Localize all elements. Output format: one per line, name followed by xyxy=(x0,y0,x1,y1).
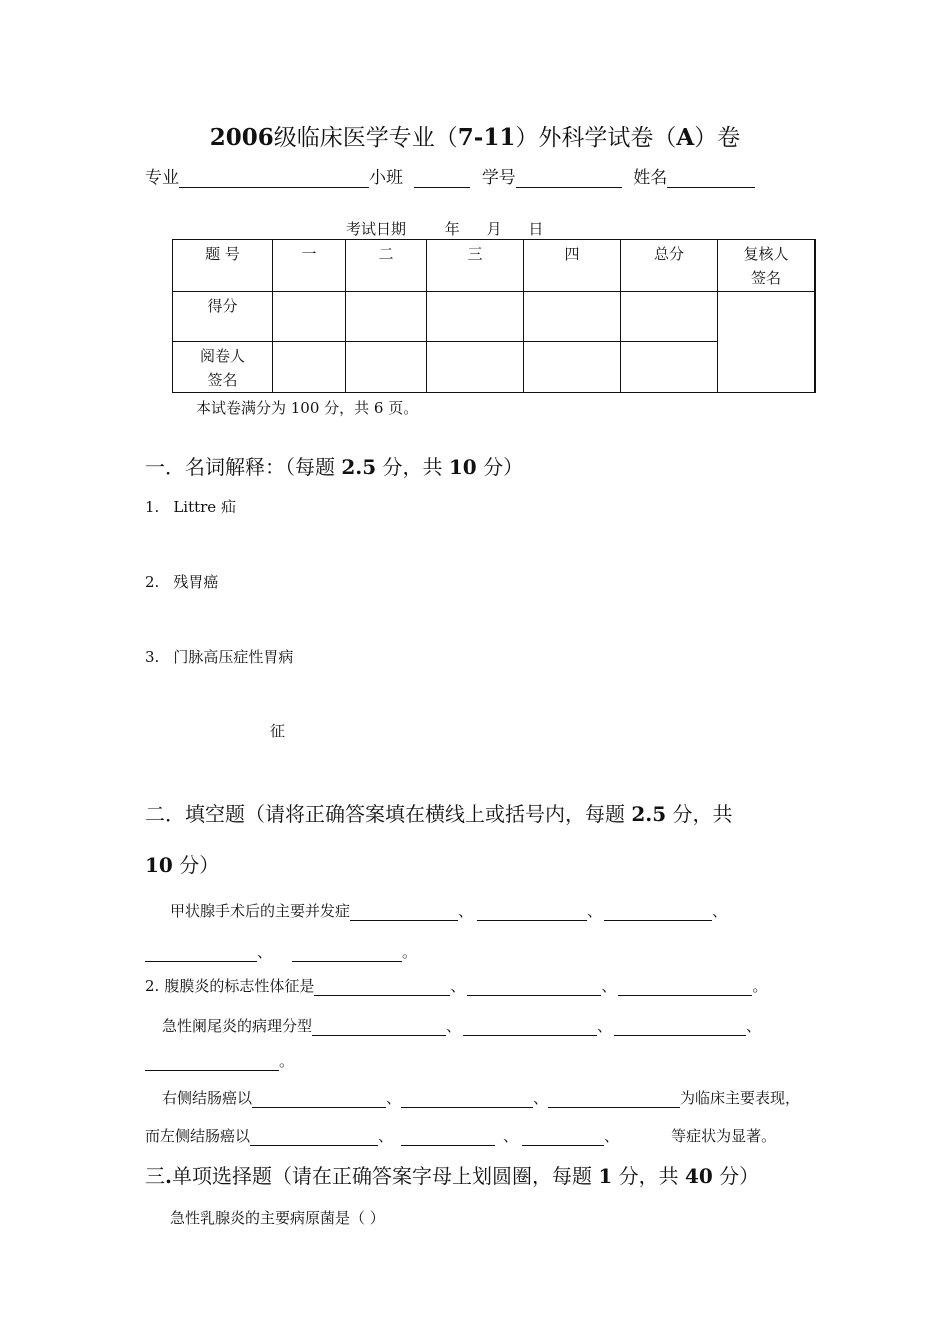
q4-blank-6[interactable] xyxy=(522,1125,604,1146)
q2-blank-3[interactable] xyxy=(618,975,752,996)
major-label: 专业 xyxy=(145,168,179,188)
section1-item-3: 3. 门脉高压症性胃病 xyxy=(145,648,294,666)
q1-blank-2[interactable] xyxy=(477,900,587,921)
header-total: 总分 xyxy=(621,240,718,292)
q4-blank-5[interactable] xyxy=(401,1125,495,1146)
q4-blank-2[interactable] xyxy=(401,1087,533,1108)
header-question-number: 题 号 xyxy=(173,240,273,292)
header-fields xyxy=(145,163,755,188)
exam-title: 2006级临床医学专业（7-11）外科学试卷（A）卷 xyxy=(209,124,741,151)
class-blank[interactable] xyxy=(414,167,470,188)
header-part-2: 二 xyxy=(346,240,427,292)
exam-date: 考试日期 年 月 日 xyxy=(346,220,544,238)
header-part-1: 一 xyxy=(273,240,346,292)
section2-q4-line2: 而左侧结肠癌以 、 、 、 等症状为显著。 xyxy=(145,1127,777,1145)
q2-blank-1[interactable] xyxy=(314,975,450,996)
name-label: 姓名 xyxy=(633,168,668,188)
q4-blank-3[interactable] xyxy=(548,1087,680,1108)
section2-q2: 2. 腹膜炎的标志性体征是 、 、 。 xyxy=(145,977,768,995)
score-cell-2[interactable] xyxy=(346,292,427,342)
class-label: 小班 xyxy=(369,168,403,188)
section2-q1-line2: 、 。 xyxy=(145,941,417,962)
score-table xyxy=(172,239,816,393)
section1-continuation: 征 xyxy=(270,722,286,740)
section3-title: 三.单项选择题（请在正确答案字母上划圆圈，每题 1 分，共 40 分） xyxy=(145,1164,760,1188)
reviewer-signature-cell[interactable] xyxy=(718,292,816,393)
major-blank[interactable] xyxy=(179,167,369,188)
section3-q1: 急性乳腺炎的主要病原菌是（ ） xyxy=(170,1209,385,1227)
grader-row-label: 阅卷人 签名 xyxy=(173,342,273,393)
grader-cell-1[interactable] xyxy=(273,342,346,393)
q3-blank-1[interactable] xyxy=(312,1015,446,1036)
grader-cell-4[interactable] xyxy=(524,342,621,393)
section1-item-1: 1. Littre 疝 xyxy=(145,498,236,516)
header-part-4: 四 xyxy=(524,240,621,292)
section2-title: 二．填空题（请将正确答案填在横线上或括号内，每题 2.5 分，共 xyxy=(145,802,733,826)
score-note: 本试卷满分为 100 分，共 6 页。 xyxy=(196,399,419,417)
section1-item-2: 2. 残胃癌 xyxy=(145,573,219,591)
grader-cell-2[interactable] xyxy=(346,342,427,393)
q3-blank-4[interactable] xyxy=(145,1050,279,1071)
score-cell-4[interactable] xyxy=(524,292,621,342)
section2-q4: 右侧结肠癌以 、 、 为临床主要表现， xyxy=(162,1089,801,1107)
section2-q1: 甲状腺手术后的主要并发症 、 、 、 xyxy=(170,902,728,920)
grader-cell-3[interactable] xyxy=(427,342,524,393)
q4-blank-1[interactable] xyxy=(252,1087,386,1108)
section2-q3-line2: 。 xyxy=(145,1050,294,1071)
q3-blank-3[interactable] xyxy=(614,1015,746,1036)
score-row-label: 得分 xyxy=(173,292,273,342)
q2-blank-2[interactable] xyxy=(467,975,601,996)
q1-blank-1[interactable] xyxy=(350,900,458,921)
q1-blank-3[interactable] xyxy=(604,900,712,921)
student-id-label: 学号 xyxy=(481,168,516,188)
section1-title: 一．名词解释：（每题 2.5 分，共 10 分） xyxy=(145,455,524,479)
q1-blank-5[interactable] xyxy=(292,941,402,962)
score-cell-3[interactable] xyxy=(427,292,524,342)
section2-q3: 急性阑尾炎的病理分型 、 、 、 xyxy=(162,1017,762,1035)
grader-cell-total[interactable] xyxy=(621,342,718,393)
section2-title-line2: 10 分） xyxy=(145,853,220,877)
header-part-3: 三 xyxy=(427,240,524,292)
q3-blank-2[interactable] xyxy=(463,1015,597,1036)
score-cell-1[interactable] xyxy=(273,292,346,342)
score-cell-total[interactable] xyxy=(621,292,718,342)
q1-blank-4[interactable] xyxy=(145,941,257,962)
table-header-row xyxy=(173,240,816,292)
header-reviewer: 复核人 签名 xyxy=(718,240,816,292)
name-blank[interactable] xyxy=(667,167,755,188)
student-id-blank[interactable] xyxy=(516,167,622,188)
q4-blank-4[interactable] xyxy=(250,1125,378,1146)
score-row xyxy=(173,292,816,342)
